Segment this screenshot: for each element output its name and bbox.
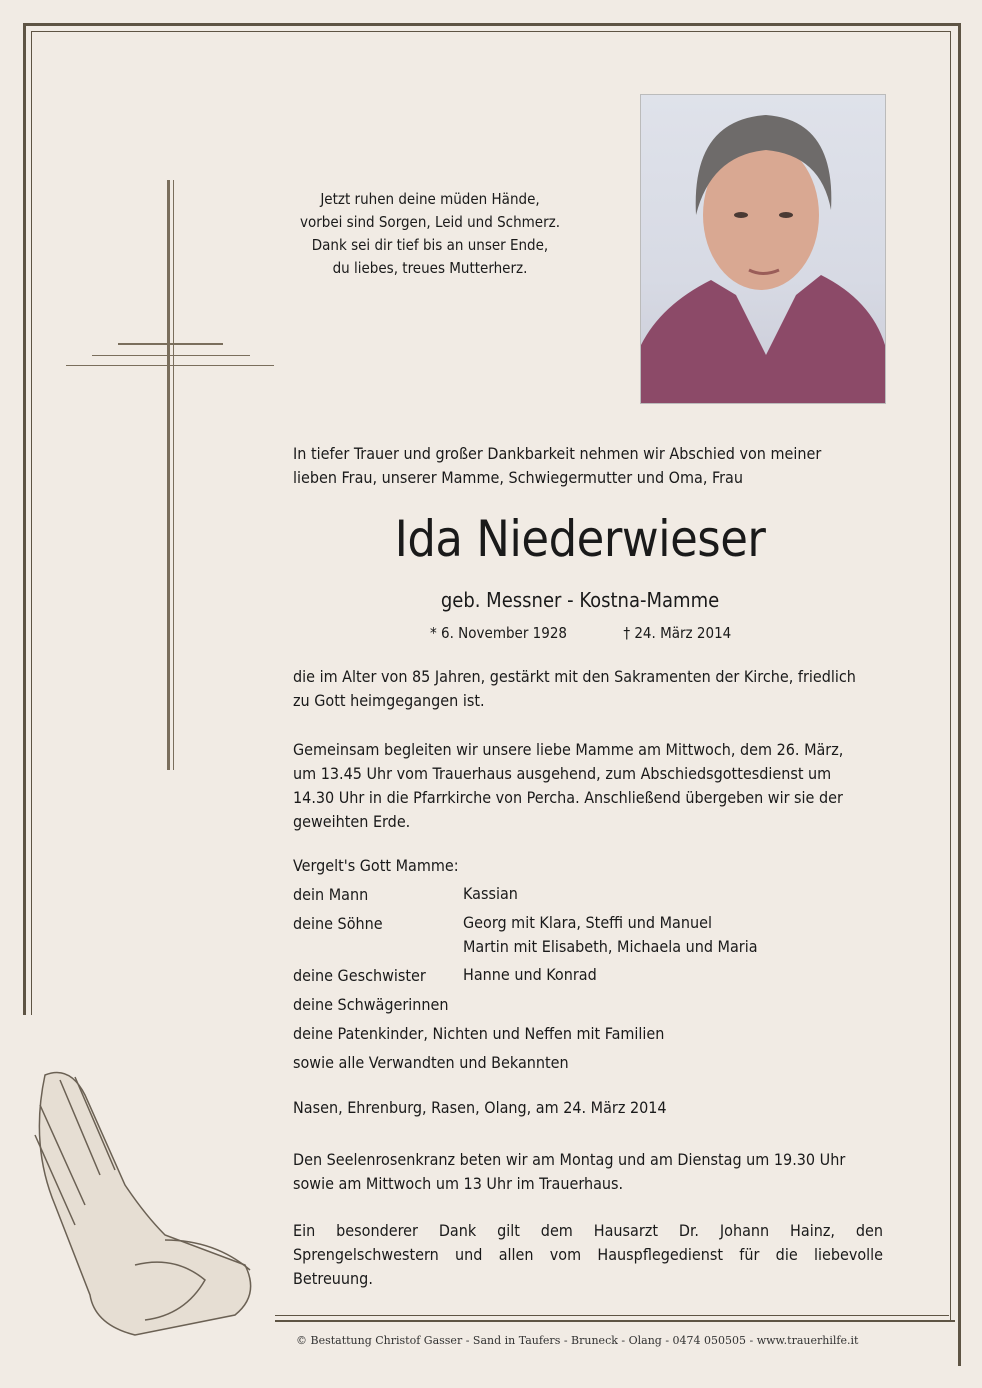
dates [430,624,731,642]
text-line: geweihten Erde. [293,812,411,831]
place-date: Nasen, Ehrenburg, Rasen, Olang, am 24. März 2014 [293,1098,667,1117]
text-line: die im Alter von 85 Jahren, gestärkt mit den Sakramenten der Kirche, friedlich [293,667,856,686]
text-line: Sprengelschwestern und allen vom Hauspflegedienst für die liebevolle [293,1245,883,1264]
text-line: lieben Frau, unserer Mamme, Schwiegermutter und Oma, Frau [293,468,743,487]
thanks-heading: Vergelt's Gott Mamme: [293,856,459,875]
deceased-name: Ida Niederwieser [394,510,766,568]
relative-label: deine Geschwister [293,966,426,985]
relative-value: Kassian [463,884,518,903]
text-line: Den Seelenrosenkranz beten wir am Montag und am Dienstag um 19.30 Uhr [293,1150,846,1169]
bottom-rule-thin [275,1315,949,1316]
relative-label: deine Söhne [293,914,383,933]
text-line: Ein besonderer Dank gilt dem Hausarzt Dr. Johann Hainz, den [293,1221,883,1240]
relative-label: sowie alle Verwandten und Bekannten [293,1053,569,1072]
paragraph-funeral [293,738,843,834]
text-line: In tiefer Trauer und großer Dankbarkeit nehmen wir Abschied von meiner [293,444,822,463]
text-line: 14.30 Uhr in die Pfarrkirche von Percha. Anschließend übergeben wir sie der [293,788,843,807]
poem [280,188,580,280]
footer-credits: © Bestattung Christof Gasser - Sand in Taufers - Bruneck - Olang - 0474 050505 - www.trauerhilfe.it [296,1334,859,1347]
intro-text [293,442,821,490]
paragraph-passing [293,665,856,713]
rosary-text [293,1148,845,1196]
poem-line: Jetzt ruhen deine müden Hände, [320,190,540,208]
bottom-rule [275,1320,955,1322]
relative-label: deine Schwägerinnen [293,995,449,1014]
relative-label: dein Mann [293,885,369,904]
relative-value: Hanne und Konrad [463,965,597,984]
praying-hands-icon [15,1065,255,1345]
poem-line: du liebes, treues Mutterherz. [332,259,528,277]
relative-label: deine Patenkinder, Nichten und Neffen mit Familien [293,1024,665,1043]
cross-icon [60,175,280,775]
text-line: sowie am Mittwoch um 13 Uhr im Trauerhaus. [293,1174,624,1193]
text-line: Gemeinsam begleiten wir unsere liebe Mamme am Mittwoch, dem 26. März, [293,740,844,759]
birth-date: * 6. November 1928 [430,624,568,642]
poem-line: vorbei sind Sorgen, Leid und Schmerz. [299,213,561,231]
gratitude-text [293,1219,883,1291]
text-line: um 13.45 Uhr vom Trauerhaus ausgehend, zum Abschiedsgottesdienst um [293,764,832,783]
maiden-name: geb. Messner - Kostna-Mamme [440,588,720,612]
death-date: † 24. März 2014 [623,624,732,642]
portrait-photo [640,94,886,404]
text-line: Betreuung. [293,1269,373,1288]
poem-line: Dank sei dir tief bis an unser Ende, [311,236,549,254]
relative-value: Georg mit Klara, Steffi und Manuel [463,913,712,932]
relative-value: Martin mit Elisabeth, Michaela und Maria [463,937,758,956]
text-line: zu Gott heimgegangen ist. [293,691,485,710]
